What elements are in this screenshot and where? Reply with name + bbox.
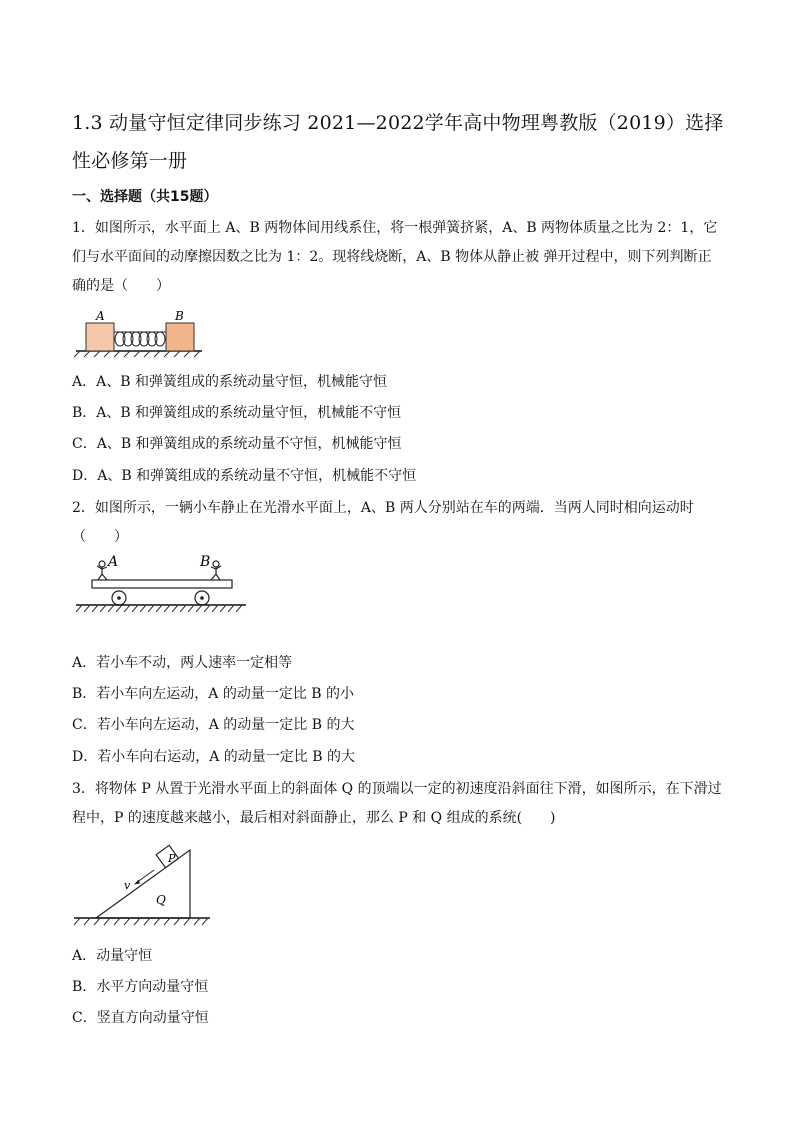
q2-option-d[interactable]: D．若小车向右运动，A 的动量一定比 B 的大 [72, 749, 355, 765]
block-b [166, 323, 194, 351]
q1-option-c[interactable]: C．A、B 和弹簧组成的系统动量不守恒，机械能守恒 [72, 436, 402, 452]
spring [115, 332, 165, 346]
q3-option-a[interactable]: A．动量守恒 [72, 948, 153, 964]
q1-option-b[interactable]: B．A、B 和弹簧组成的系统动量守恒，机械能不守恒 [72, 405, 402, 421]
question-2-stem: 2．如图所示，一辆小车静止在光滑水平面上，A、B 两人分别站在车的两端．当两人同时相向运动时（ ） [72, 500, 694, 545]
q1-option-d[interactable]: D．A、B 和弹簧组成的系统动量不守恒，机械能不守恒 [72, 468, 417, 484]
q2-option-b[interactable]: B．若小车向左运动，A 的动量一定比 B 的小 [72, 686, 355, 702]
figure-2-cart-people [72, 552, 250, 616]
q3-option-b[interactable]: B．水平方向动量守恒 [72, 979, 209, 995]
person-a-figure [97, 561, 107, 580]
q3-option-c[interactable]: C．竖直方向动量守恒 [72, 1010, 209, 1026]
label-b: B [175, 309, 184, 323]
cart-board [92, 580, 232, 588]
document-title: 1.3 动量守恒定律同步练习 2021—2022学年高中物理粤教版（2019）选择性必修第一册 [72, 112, 724, 172]
question-1-stem: 1．如图所示，水平面上 A、B 两物体间用线系住，将一根弹簧挤紧，A、B 两物体质量之比为 2：1，它们与水平面间的动摩擦因数之比为 1：2。现将线烧断，A、B 物体从静止被 弹开过程中，则下列判断正确的是（ ） [72, 220, 718, 294]
label-person-a: A [108, 554, 119, 570]
person-b-figure [211, 561, 221, 580]
label-person-b: B [200, 554, 211, 570]
question-3-stem: 3．将物体 P 从置于光滑水平面上的斜面体 Q 的顶端以一定的初速度沿斜面往下滑，如图所示，在下滑过程中，P 的速度越来越小，最后相对斜面静止，那么 P 和 Q 组成的系统( ) [72, 781, 722, 826]
figure-3-incline [72, 840, 212, 930]
q2-option-c[interactable]: C．若小车向左运动，A 的动量一定比 B 的大 [72, 717, 355, 733]
label-p: P [168, 852, 176, 865]
section-heading: 一、选择题（共15题） [72, 189, 218, 205]
figure-1-spring-blocks [72, 308, 206, 358]
q1-option-a[interactable]: A．A、B 和弹簧组成的系统动量守恒，机械能守恒 [72, 374, 387, 390]
label-q: Q [156, 893, 166, 907]
block-a [86, 323, 114, 351]
label-a: A [96, 309, 105, 323]
q2-option-a[interactable]: A．若小车不动，两人速率一定相等 [72, 655, 293, 671]
label-v: v [124, 879, 131, 892]
